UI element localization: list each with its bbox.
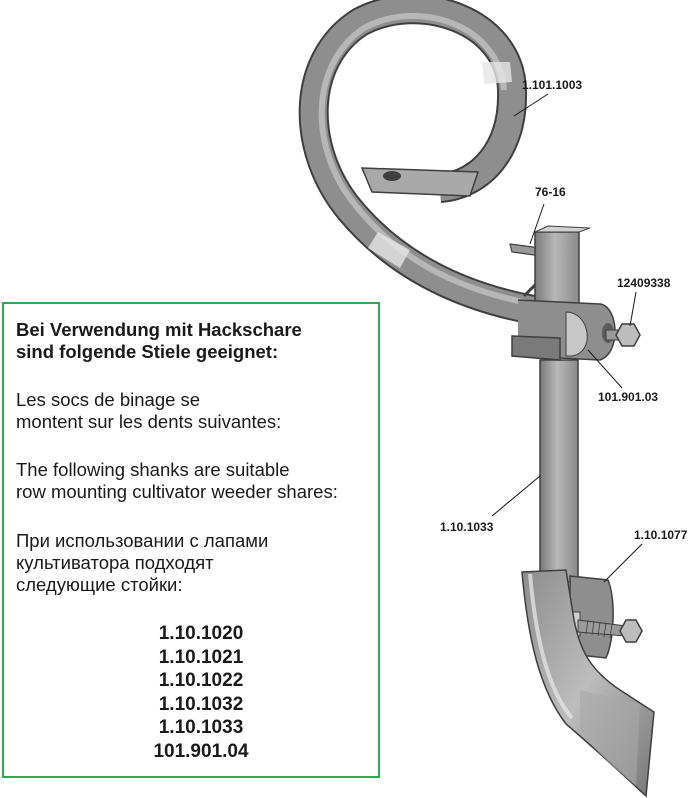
share-assembly xyxy=(522,570,654,796)
text-english: The following shanks are suitable row mounting cultivator weeder shares: xyxy=(16,459,338,502)
label-share-holder: 1.10.1077 xyxy=(634,528,688,542)
label-bolt: 12409338 xyxy=(617,276,671,290)
text-russian: При использовании с лапами культиватора подходят следующие стойки: xyxy=(16,530,269,595)
shank-list xyxy=(4,622,378,763)
shank-item: 1.10.1033 xyxy=(158,717,244,738)
text-french: Les socs de binage se montent sur les dents suivantes: xyxy=(16,389,282,432)
clamp xyxy=(512,300,615,360)
heading-german: Bei Verwendung mit Hackschare sind folgende Stiele geeignet: xyxy=(16,319,302,362)
label-shank: 1.10.1033 xyxy=(440,520,494,534)
label-spring-tine: 1.101.1003 xyxy=(522,78,583,92)
spring-tine xyxy=(314,9,545,312)
shank-item: 101.901.04 xyxy=(153,740,249,762)
label-pin: 76-16 xyxy=(535,185,566,199)
shank-item: 1.10.1022 xyxy=(158,670,244,691)
shank-item: 1.10.1032 xyxy=(158,693,244,715)
shank xyxy=(535,226,590,582)
suitable-shanks-box xyxy=(2,302,380,778)
shank-item: 1.10.1021 xyxy=(158,646,244,668)
shank-item: 1.10.1020 xyxy=(158,623,244,644)
label-clamp: 101.901.03 xyxy=(598,390,659,404)
